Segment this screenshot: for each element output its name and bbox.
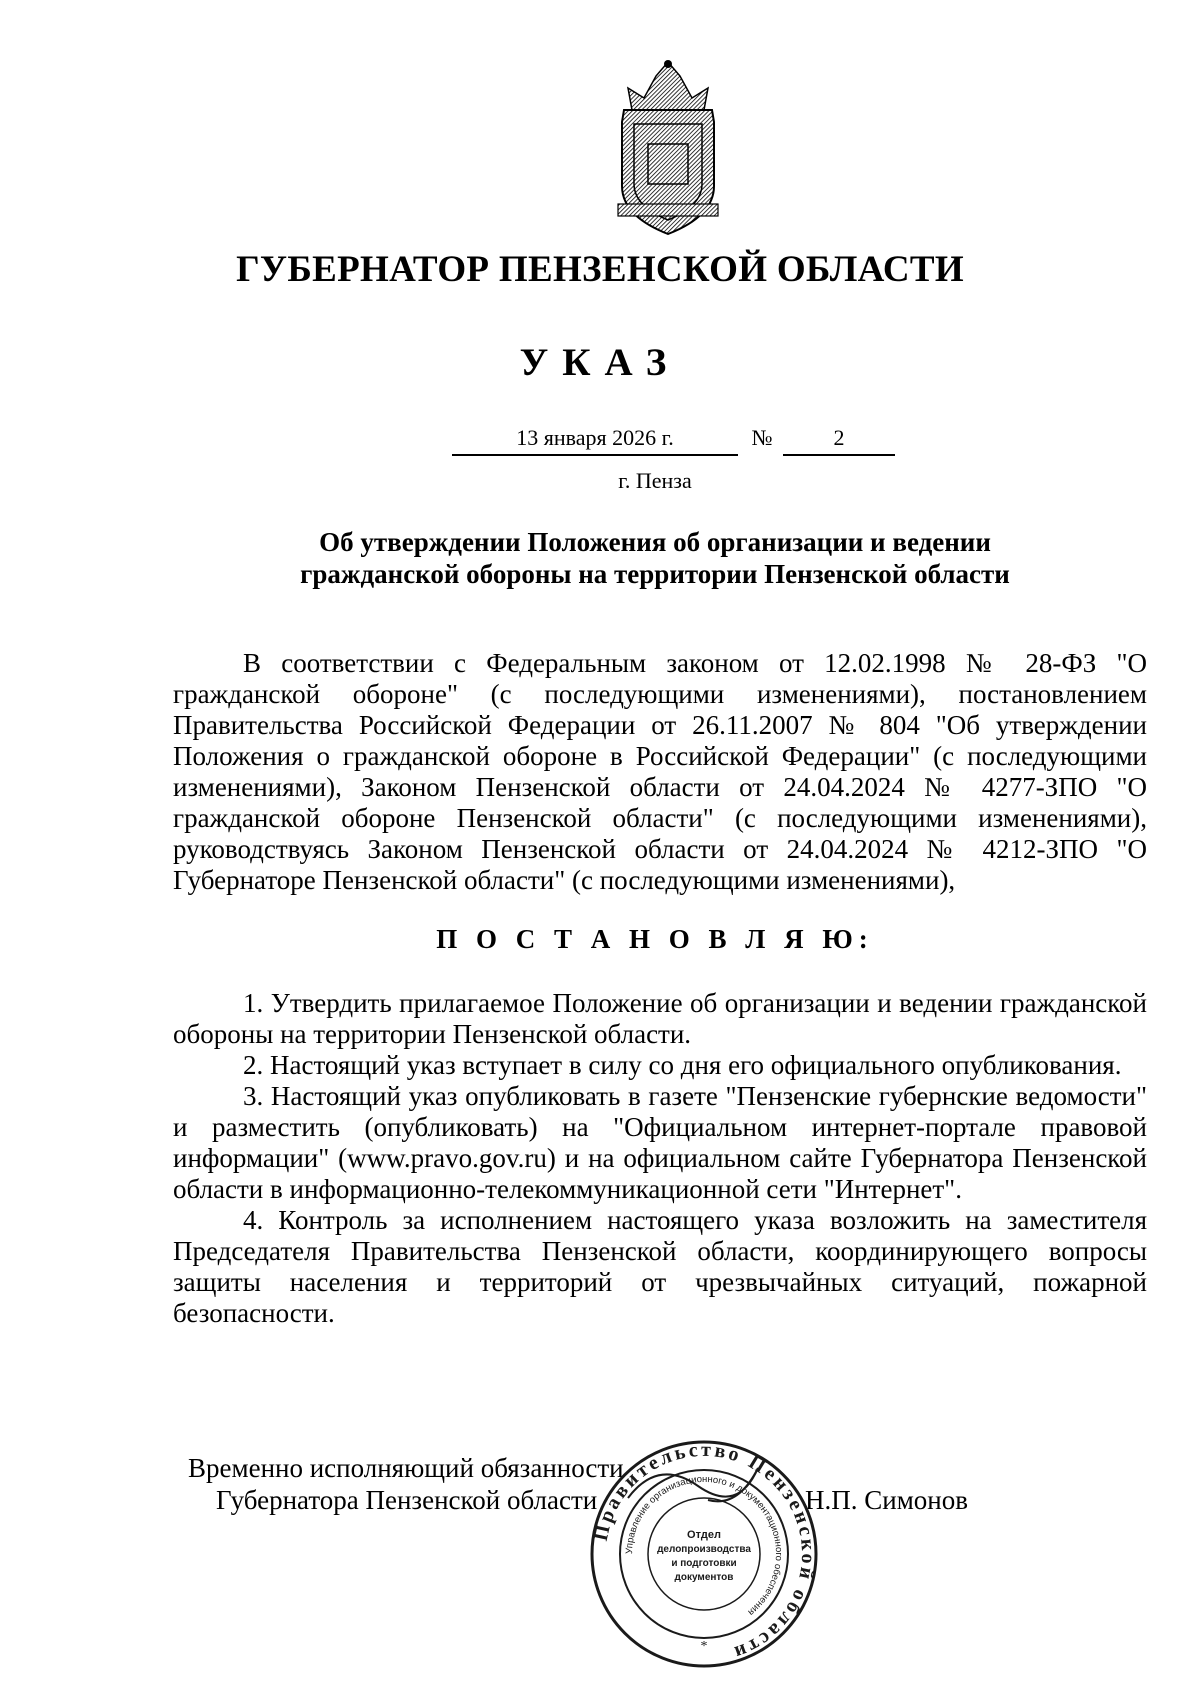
document-number: 2	[783, 424, 895, 456]
seal-center-line-1: Отдел	[687, 1529, 721, 1541]
decree-point-2: 2. Настоящий указ вступает в силу со дня его официального опубликования.	[243, 1050, 1122, 1080]
decree-point-4: 4. Контроль за исполнением настоящего указа возложить на заместителя Председателя Правительства Пензенской области, координирующего вопросы защиты населения и территорий от чрезвычайных ситуаций, пожарной безопасности.	[173, 1205, 1147, 1328]
seal-outer-text: Правительство Пензенской области	[589, 1438, 820, 1665]
document-type: УКАЗ	[519, 341, 681, 384]
seal-center-line-4: документов	[674, 1572, 734, 1583]
document-title	[170, 526, 1140, 590]
seal-center-line-3: и подготовки	[671, 1558, 737, 1569]
decree-point-3: 3. Настоящий указ опубликовать в газете "Пензенские губернские ведомости" и разместить (опубликовать) на "Официальном интернет-портале правовой информации" (www.pravo.gov.ru) и на официальном сайте Губернатора Пензенской области в информационно-телекоммуникационной сети "Интернет".	[173, 1081, 1147, 1204]
signatory-name: Н.П. Симонов	[805, 1485, 968, 1515]
preamble-paragraph: В соответствии с Федеральным законом от 12.02.1998 № 28-ФЗ "О гражданской обороне" (с последующими изменениями), постановлением Правительства Российской Федерации от 26.11.2007 № 804 "Об утверждении Положения о гражданской обороне в Российской Федерации" (с последующими изменениями), Законом Пензенской области от 24.04.2024 № 4277-ЗПО "О гражданской обороне Пензенской области" (с последующими изменениями), руководствуясь Законом Пензенской области от 24.04.2024 № 4212-ЗПО "О Губернаторе Пензенской области" (с последующими изменениями),	[173, 648, 1147, 895]
issuing-authority: ГУБЕРНАТОР ПЕНЗЕНСКОЙ ОБЛАСТИ	[236, 249, 964, 290]
number-sign: №	[751, 425, 773, 450]
svg-text:*: *	[700, 1639, 708, 1654]
signatory-position	[188, 1452, 624, 1516]
seal-center-line-2: делопроизводства	[657, 1544, 751, 1555]
preamble-block	[173, 648, 1147, 896]
seal-middle-text: Управление организационного и документационного обеспечения	[623, 1473, 785, 1618]
official-seal-stamp	[588, 1438, 820, 1670]
document-date: 13 января 2026 г.	[452, 424, 738, 456]
decree-points	[173, 988, 1147, 1329]
decree-point-1: 1. Утвердить прилагаемое Положение об организации и ведении гражданской обороны на территории Пензенской области.	[173, 988, 1147, 1049]
decree-word: П О С Т А Н О В Л Я Ю:	[436, 924, 874, 954]
title-line-2: гражданской обороны на территории Пензенской области	[300, 559, 1010, 589]
coat-of-arms-emblem	[604, 58, 732, 238]
title-line-1: Об утверждении Положения об организации и ведении	[319, 527, 991, 557]
signatory-position-line-2: Губернатора Пензенской области	[216, 1485, 598, 1515]
signatory-position-line-1: Временно исполняющий обязанности	[188, 1453, 624, 1483]
document-city: г. Пенза	[618, 468, 692, 493]
